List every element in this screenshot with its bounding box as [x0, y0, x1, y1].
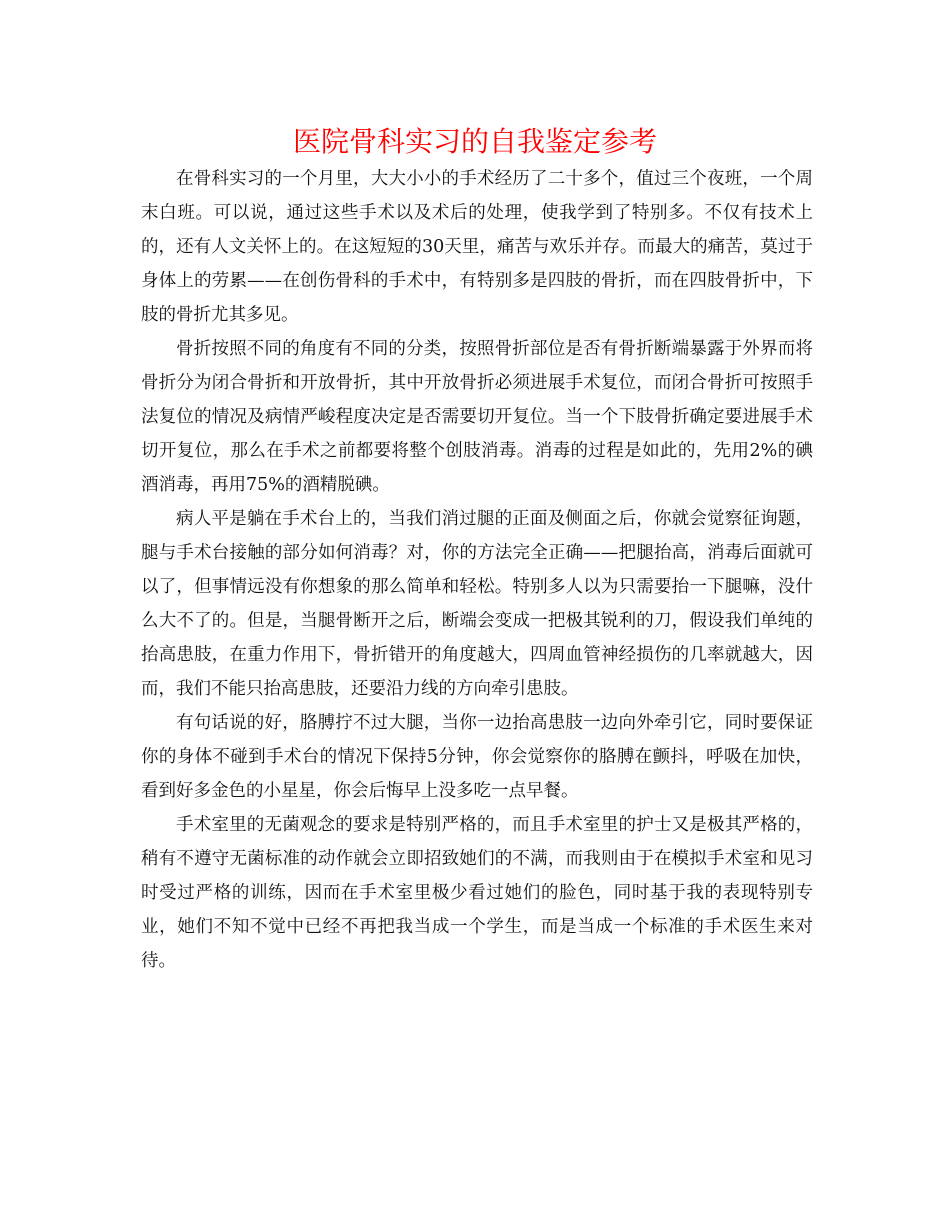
paragraph-3: 病人平是躺在手术台上的，当我们消过腿的正面及侧面之后，你就会觉察征询题，腿与手术台接触的部分如何消毒？对，你的方法完全正确——把腿抬高，消毒后面就可以了，但事情远没有你想象的那么简单和轻松。特别多人以为只需要抬一下腿嘛，没什么大不了的。但是，当腿骨断开之后，断端会变成一把极其锐利的刀，假设我们单纯的抬高患肢，在重力作用下，骨折错开的角度越大，四周血管神经损伤的几率就越大，因而，我们不能只抬高患肢，还要沿力线的方向牵引患肢。	[141, 509, 813, 699]
document-body	[141, 162, 813, 978]
paragraph-2: 骨折按照不同的角度有不同的分类，按照骨折部位是否有骨折断端暴露于外界而将骨折分为闭合骨折和开放骨折，其中开放骨折必须进展手术复位，而闭合骨折可按照手法复位的情况及病情严峻程度决定是否需要切开复位。当一个下肢骨折确定要进展手术切开复位，那么在手术之前都要将整个创肢消毒。消毒的过程是如此的，先用2%的碘酒消毒，再用75%的酒精脱碘。	[141, 339, 813, 495]
paragraph-5: 手术室里的无菌观念的要求是特别严格的，而且手术室里的护士又是极其严格的，稍有不遵守无菌标准的动作就会立即招致她们的不满，而我则由于在模拟手术室和见习时受过严格的训练，因而在手术室里极少看过她们的脸色，同时基于我的表现特别专业，她们不知不觉中已经不再把我当成一个学生，而是当成一个标准的手术医生来对待。	[141, 815, 813, 971]
document-title: 医院骨科实习的自我鉴定参考	[292, 125, 657, 158]
paragraph-1: 在骨科实习的一个月里，大大小小的手术经历了二十多个，值过三个夜班，一个周末白班。可以说，通过这些手术以及术后的处理，使我学到了特别多。不仅有技术上的，还有人文关怀上的。在这短短的30天里，痛苦与欢乐并存。而最大的痛苦，莫过于身体上的劳累——在创伤骨科的手术中，有特别多是四肢的骨折，而在四肢骨折中，下肢的骨折尤其多见。	[141, 169, 813, 325]
paragraph-4: 有句话说的好，胳膊拧不过大腿，当你一边抬高患肢一边向外牵引它，同时要保证你的身体不碰到手术台的情况下保持5分钟，你会觉察你的胳膊在颤抖，呼吸在加快，看到好多金色的小星星，你会后悔早上没多吃一点早餐。	[141, 713, 813, 801]
